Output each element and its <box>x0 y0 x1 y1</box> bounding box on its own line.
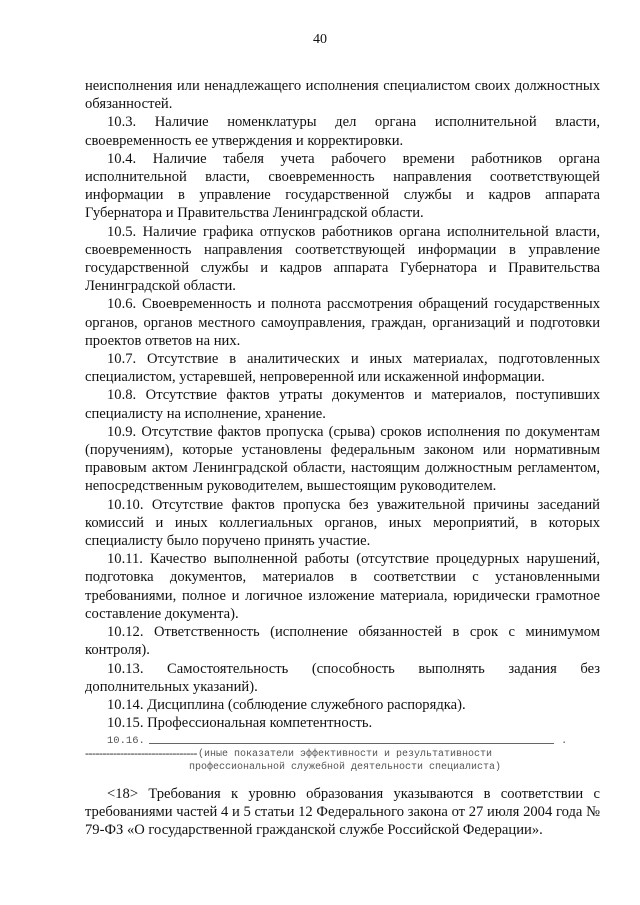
paragraph-continuation: неисполнения или ненадлежащего исполнения специалистом своих должностных обязанностей. <box>85 78 600 113</box>
fill-line-end: . <box>561 735 568 748</box>
footnote-18: <18> Требования к уровню образования указываются в соответствии с требованиями частей 4 и 5 статьи 12 Федерального закона от 27 июля 2004 года № 79-ФЗ «О государственной гражданской службе Российской Федерации». <box>85 785 600 838</box>
fill-line-caption-line-1: (иные показатели эффективности и результативности <box>197 749 493 761</box>
paragraph-10-7: 10.7. Отсутствие в аналитических и иных материалах, подготовленных специалистом, устаревшей, непроверенной или искаженной информации. <box>85 351 600 386</box>
paragraph-10-9: 10.9. Отсутствие фактов пропуска (срыва) сроков исполнения по документам (поручениям), которые установлены федеральным законом или нормативным правовым актом Ленинградской области, настоящим должностным регламентом, непосредственным руководителем, вышестоящим руководителем. <box>85 423 600 495</box>
paragraph-10-5: 10.5. Наличие графика отпусков работников органа исполнительной власти, своевременность направления соответствующей информации в управление государственной службы и кадров аппарата Губернатора и Правительства Ленинградской области. <box>85 223 600 295</box>
page-number: 40 <box>313 32 327 47</box>
fill-line-number: 10.16. <box>107 735 145 748</box>
fill-line-caption-line-2: профессиональной служебной деятельности специалиста) <box>188 762 502 774</box>
paragraph-10-12: 10.12. Ответственность (исполнение обязанностей в срок с минимумом контроля). <box>85 624 600 659</box>
footnote-separator: -------------------------------- <box>85 746 197 760</box>
paragraph-10-3: 10.3. Наличие номенклатуры дел органа исполнительной власти, своевременность ее утверждения и корректировки. <box>85 114 600 149</box>
paragraph-10-10: 10.10. Отсутствие фактов пропуска без уважительной причины заседаний комиссий и иных коллегиальных органов, иных мероприятий, в которых специалисту было поручено принять участие. <box>85 496 600 550</box>
paragraph-10-11: 10.11. Качество выполненной работы (отсутствие процедурных нарушений, подготовка документов, материалов в соответствии с установленными требованиями, полное и логичное изложение материала, юридически грамотное составление документа). <box>85 551 600 622</box>
main-text <box>85 77 600 774</box>
fill-line-rule <box>149 743 554 744</box>
paragraph-10-13: 10.13. Самостоятельность (способность выполнять задания без дополнительных указаний). <box>85 660 600 695</box>
paragraph-10-6: 10.6. Своевременность и полнота рассмотрения обращений государственных органов, органов местного самоуправления, граждан, организаций и подготовки проектов ответов на них. <box>85 296 600 349</box>
paragraph-10-4: 10.4. Наличие табеля учета рабочего времени работников органа исполнительной власти, своевременность направления соответствующей информации в управление государственной службы и кадров аппарата Губернатора и Правительства Ленинградской области. <box>85 150 600 222</box>
paragraph-10-15: 10.15. Профессиональная компетентность. <box>107 715 373 732</box>
paragraph-10-14: 10.14. Дисциплина (соблюдение служебного распорядка). <box>107 696 466 713</box>
paragraph-10-8: 10.8. Отсутствие фактов утраты документов и материалов, поступивших специалисту на исполнение, хранение. <box>85 387 600 422</box>
